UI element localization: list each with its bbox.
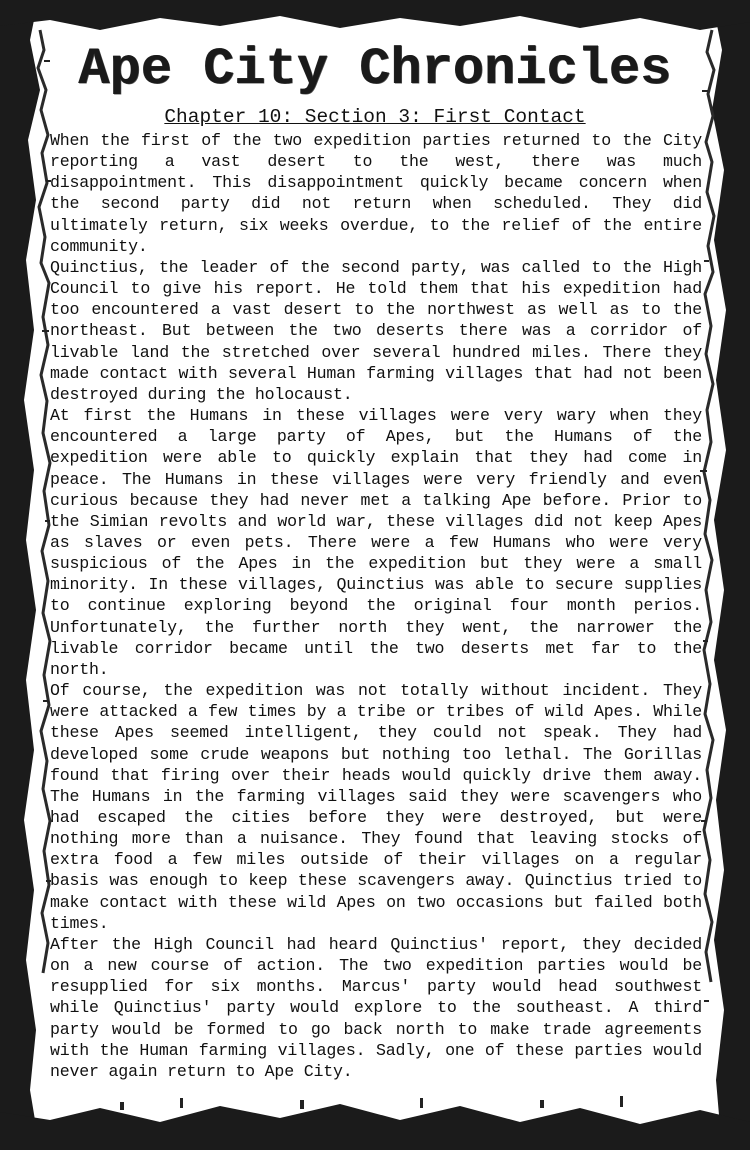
paragraph-1: When the first of the two expedition parties returned to the City reporting a vast desert to the west, there was much disappointment. This disappointment quickly became concern when the second party did not return when scheduled. They did ultimately return, six weeks overdue, to the relief of the entire community. xyxy=(50,131,702,256)
frame-outer-right xyxy=(712,0,750,1150)
article-body xyxy=(44,130,706,1082)
frame-outer-left xyxy=(0,0,40,1150)
chapter-subtitle: Chapter 10: Section 3: First Contact xyxy=(164,106,586,128)
page-title: Ape City Chronicles xyxy=(78,40,672,99)
paragraph-3: At first the Humans in these villages were very wary when they encountered a large party of Apes, but the Humans of the expedition were able to quickly explain that they had come in peace. The Humans in these villages were very friendly and even curious because they had never met a talking Ape before. Prior to the Simian revolts and world war, these villages did not keep Apes as slaves or even pets. There were a few Humans who were very suspicious of the Apes in the expedition but they were a small minority. In these villages, Quinctius was able to secure supplies to continue exploring beyond the original four month perios. Unfortunately, the further north they went, the narrower the livable corridor became until the two deserts met far to the north. xyxy=(50,406,702,679)
paragraph-5: After the High Council had heard Quinctius' report, they decided on a new course of action. The two expedition parties would be resupplied for six months. Marcus' party would head southwest while Quinctius' party would explore to the southeast. A third party would be formed to go back north to make trade agreements with the Human farming villages. Sadly, one of these parties would never again return to Ape City. xyxy=(50,934,702,1081)
frame-outer-top xyxy=(0,0,750,30)
paragraph-4: Of course, the expedition was not totally without incident. They were attacked a few times by a tribe or tribes of wild Apes. While these Apes seemed intelligent, they could not speak. They had developed some crude weapons but nothing too lethal. The Gorillas found that firing over their heads would quickly drive them away. The Humans in the farming villages said they were scavengers who had escaped the cities before they were destroyed, but were nothing more than a nuisance. They found that leaving stocks of extra food a few miles outside of their villages on a regular basis was enough to keep these scavengers away. Quinctius tried to make contact with these wild Apes on two occasions but failed both times. xyxy=(50,681,702,933)
paragraph-2: Quinctius, the leader of the second party, was called to the High Council to give his report. He told them that his expedition had too encountered a vast desert to the northwest as well as to the northeast. But between the two deserts there was a corridor of livable land the stretched over several hundred miles. There they made contact with several Human farming villages that had not been destroyed during the holocaust. xyxy=(50,257,702,404)
frame-outer-bottom xyxy=(0,1104,750,1150)
document-page xyxy=(44,30,706,1110)
